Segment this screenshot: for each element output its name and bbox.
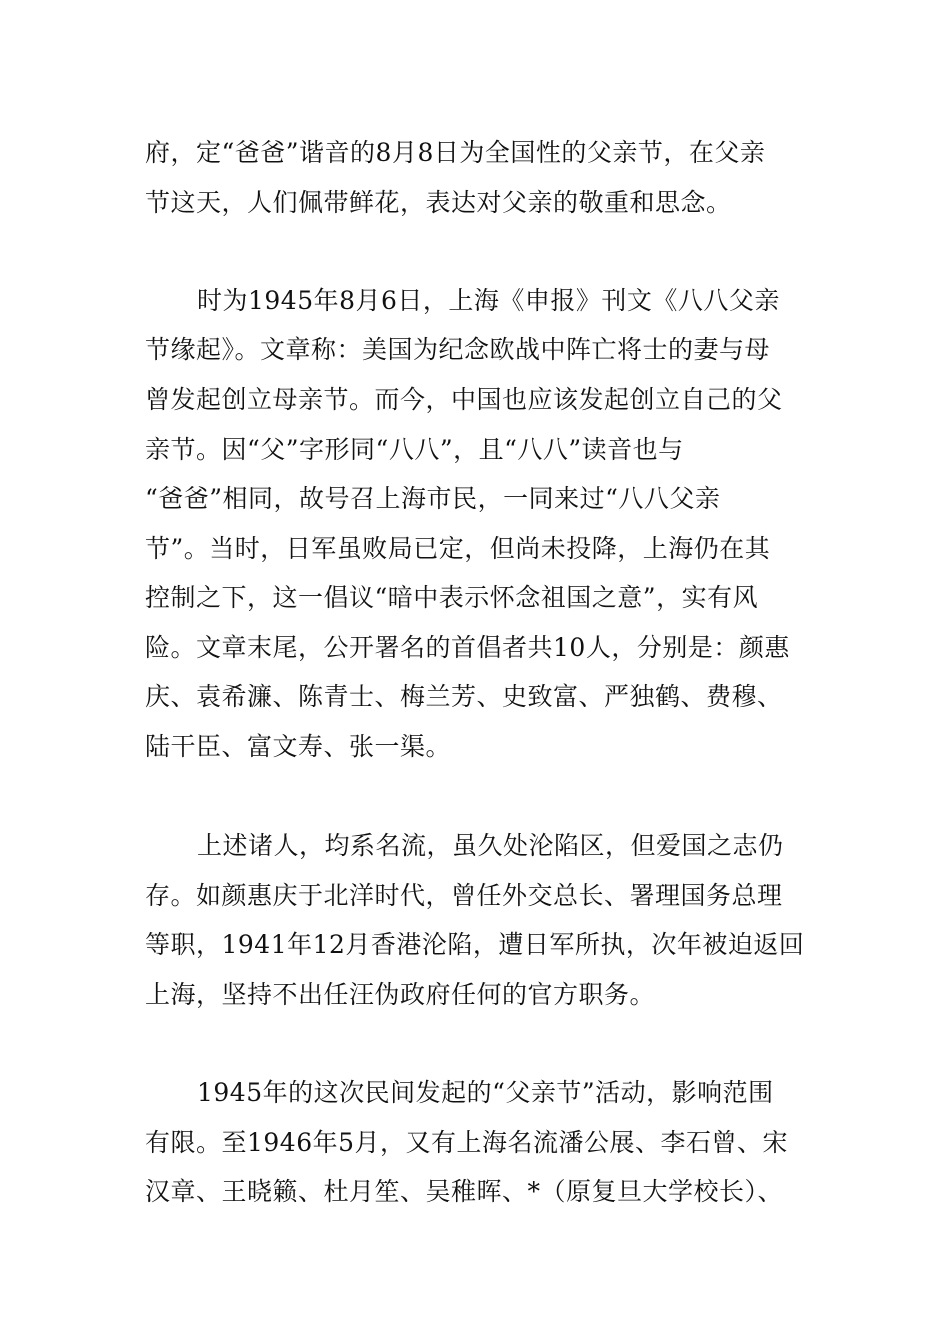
paragraph-2-line-1: 时为1945年8月6日，上海《申报》刊文《八八父亲: [197, 286, 780, 315]
paragraph-3-line-4: 上海，坚持不出任汪伪政府任何的官方职务。: [145, 980, 656, 1009]
paragraph-2-line-3: 曾发起创立母亲节。而今，中国也应该发起创立自己的父: [145, 385, 783, 414]
paragraph-3-line-2: 存。如颜惠庆于北洋时代，曾任外交总长、署理国务总理: [145, 881, 783, 910]
paragraph-4-line-2: 有限。至1946年5月，又有上海名流潘公展、李石曾、宋: [145, 1128, 789, 1157]
paragraph-2-line-7: 控制之下，这一倡议“暗中表示怀念祖国之意”，实有风: [145, 583, 759, 612]
paragraph-2-line-6: 节”。当时，日军虽败局已定，但尚未投降，上海仍在其: [145, 534, 771, 563]
paragraph-2-line-10: 陆干臣、富文寿、张一渠。: [145, 732, 452, 761]
paragraph-1-line-2: 节这天，人们佩带鲜花，表达对父亲的敬重和思念。: [145, 188, 732, 217]
paragraph-3-line-1: 上述诸人，均系名流，虽久处沦陷区，但爱国之志仍: [197, 831, 784, 860]
paragraph-4-line-1: 1945年的这次民间发起的“父亲节”活动，影响范围: [197, 1078, 774, 1107]
paragraph-2-line-5: “爸爸”相同，故号召上海市民，一同来过“八八父亲: [145, 484, 721, 513]
paragraph-3-line-3: 等职，1941年12月香港沦陷，遭日军所执，次年被迫返回: [145, 930, 805, 959]
paragraph-2-line-2: 节缘起》。文章称：美国为纪念欧战中阵亡将士的妻与母: [145, 335, 771, 364]
paragraph-1-line-1: 府，定“爸爸”谐音的8月8日为全国性的父亲节，在父亲: [145, 138, 766, 167]
paragraph-2-line-4: 亲节。因“父”字形同“八八”，且“八八”读音也与: [145, 435, 684, 464]
paragraph-4-line-3: 汉章、王晓籁、杜月笙、吴稚晖、*（原复旦大学校长）、: [145, 1177, 784, 1206]
paragraph-2-line-8: 险。文章末尾，公开署名的首倡者共10人，分别是：颜惠: [145, 633, 790, 662]
paragraph-2-line-9: 庆、袁希濂、陈青士、梅兰芳、史致富、严独鹤、费穆、: [145, 682, 783, 711]
